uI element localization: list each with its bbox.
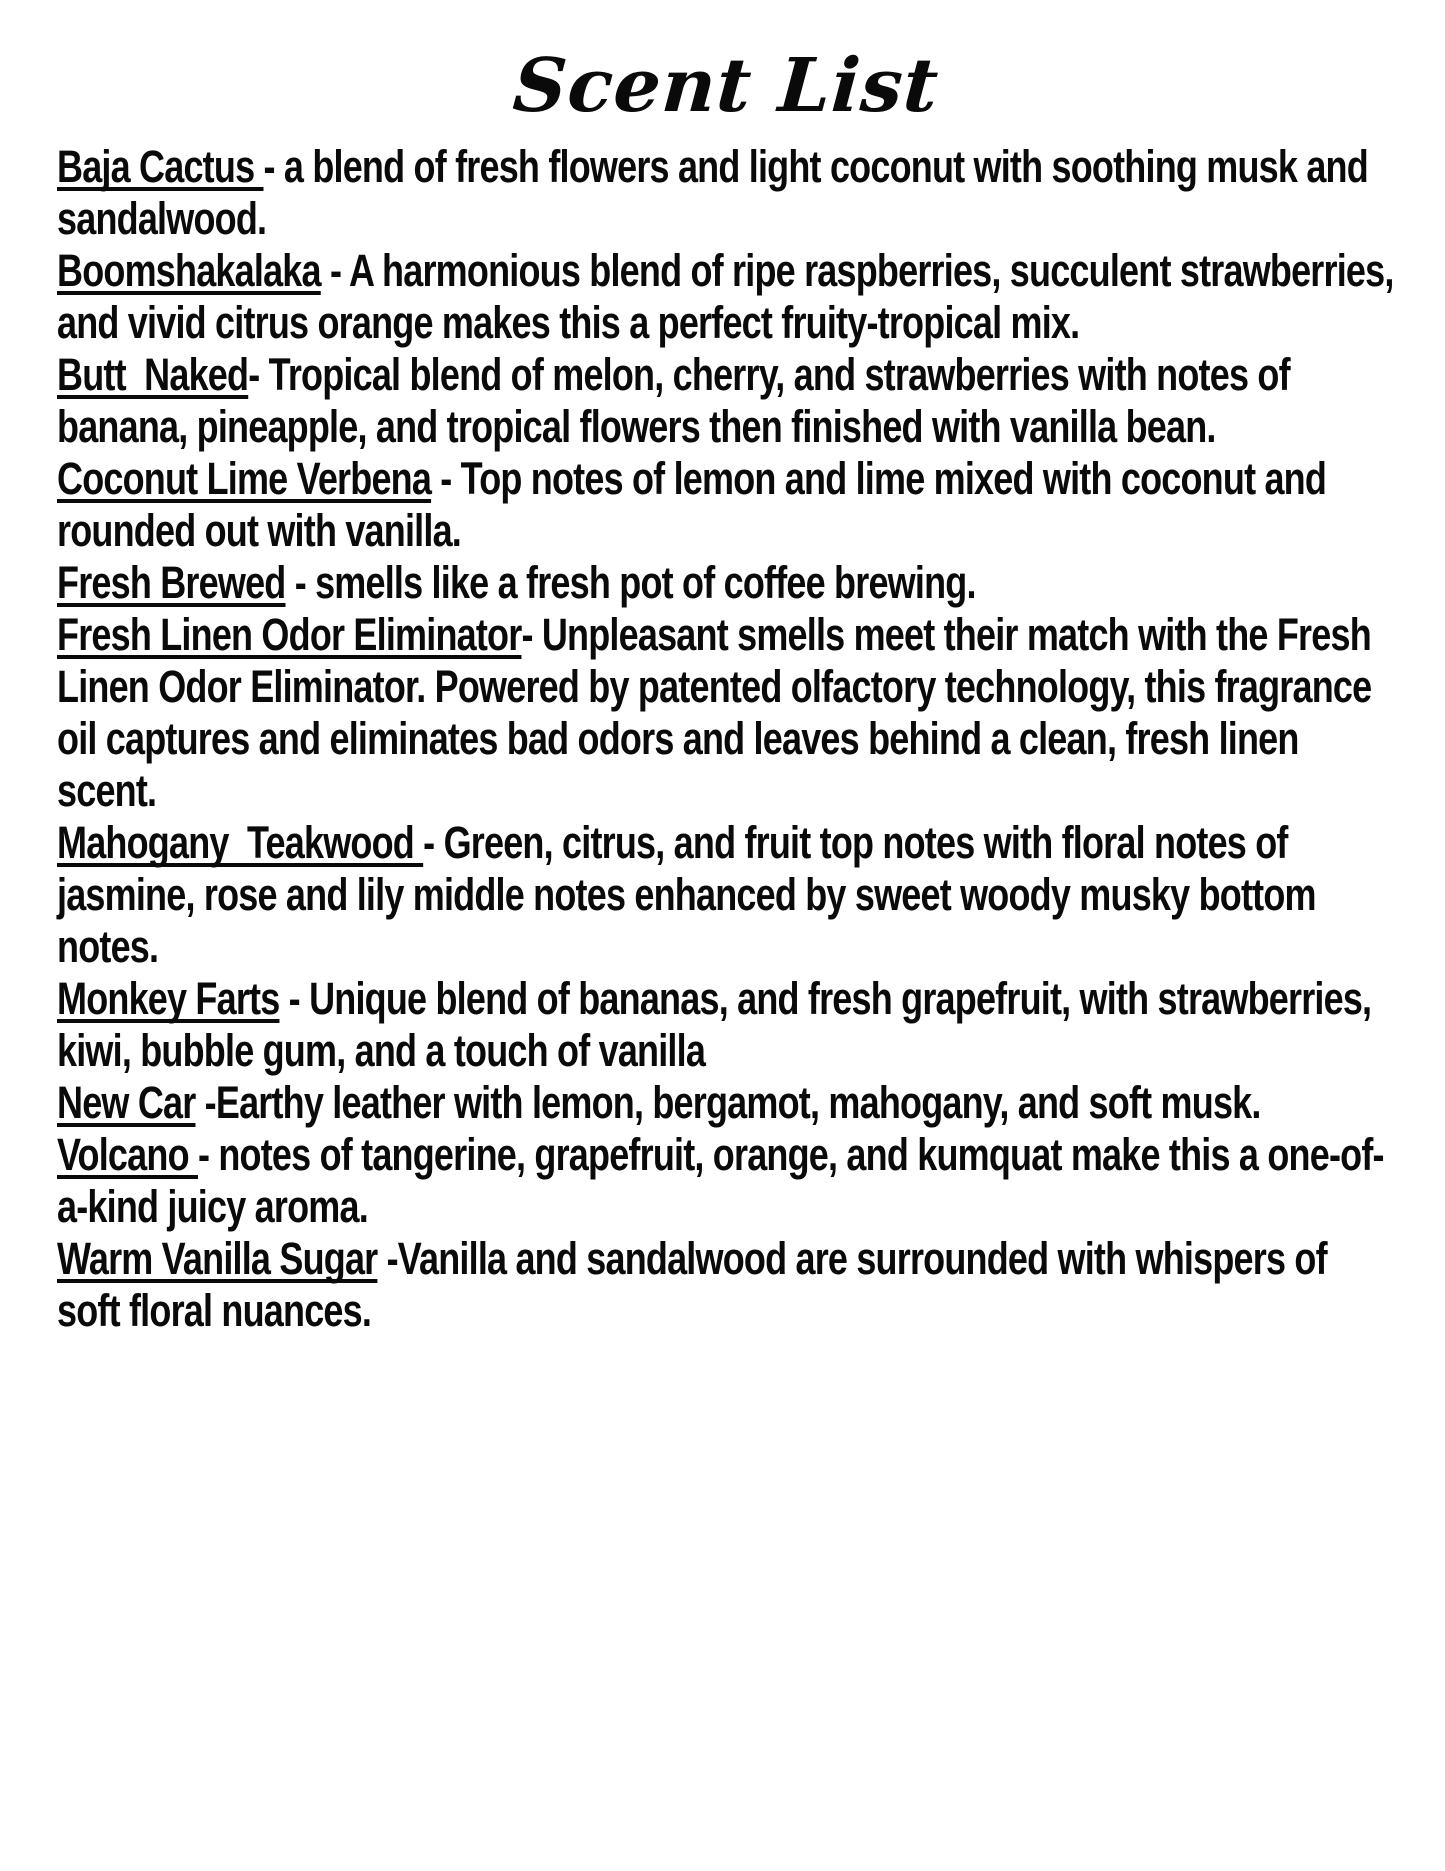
scent-entry: [57, 349, 1395, 453]
scent-description: - smells like a fresh pot of coffee brewing.: [285, 557, 976, 609]
scent-description: - notes of tangerine, grapefruit, orange, and kumquat make this a one-of-a-kind juicy aroma.: [57, 1129, 1384, 1233]
scent-entry: [57, 141, 1395, 245]
scent-entry: [57, 1077, 1395, 1129]
scent-list: [57, 141, 1403, 1337]
scent-entry: [57, 1129, 1395, 1233]
scent-description: -Vanilla and sandalwood are surrounded with whispers of soft floral nuances.: [57, 1233, 1336, 1337]
scent-description: -Earthy leather with lemon, bergamot, mahogany, and soft musk.: [195, 1077, 1261, 1129]
scent-name: Fresh Linen Odor Eliminator: [57, 609, 522, 661]
scent-entry: [57, 817, 1395, 973]
scent-name: Butt Naked: [57, 349, 249, 401]
scent-description: - Green, citrus, and fruit top notes with floral notes of jasmine, rose and lily middle notes enhanced by sweet woody musky bottom notes.: [57, 817, 1325, 973]
scent-entry: [57, 609, 1395, 817]
scent-entry: [57, 1233, 1395, 1337]
scent-name: Mahogany Teakwood: [57, 817, 424, 869]
scent-description: - Unpleasant smells meet their match with the Fresh Linen Odor Eliminator. Powered by patented olfactory technology, this fragrance oil captures and eliminates bad odors and leaves behind a clean, fresh linen scent.: [57, 609, 1381, 817]
scent-entry: [57, 557, 1395, 609]
scent-name: Monkey Farts: [57, 973, 280, 1025]
scent-description: - Unique blend of bananas, and fresh grapefruit, with strawberries, kiwi, bubble gum, and a touch of vanilla: [57, 973, 1381, 1077]
scent-description: - A harmonious blend of ripe raspberries, succulent strawberries, and vivid citrus orange makes this a perfect fruity-tropical mix.: [57, 245, 1403, 349]
scent-name: New Car: [57, 1077, 196, 1129]
scent-entry: [57, 245, 1403, 349]
scent-name: Boomshakalaka: [57, 245, 321, 297]
scent-description: - a blend of fresh flowers and light coconut with soothing musk and sandalwood.: [57, 141, 1378, 245]
scent-description: - Top notes of lemon and lime mixed with coconut and rounded out with vanilla.: [57, 453, 1336, 557]
scent-name: Volcano: [57, 1129, 198, 1181]
scent-name: Coconut Lime Verbena: [57, 453, 432, 505]
scent-name: Fresh Brewed: [57, 557, 286, 609]
scent-entry: [57, 973, 1395, 1077]
scent-name: Warm Vanilla Sugar: [57, 1233, 378, 1285]
scent-description: - Tropical blend of melon, cherry, and strawberries with notes of banana, pineapple, and tropical flowers then finished with vanilla bean.: [57, 349, 1299, 453]
scent-entry: [57, 453, 1395, 557]
page-title: Scent List: [510, 43, 942, 129]
scent-name: Baja Cactus: [57, 141, 264, 193]
